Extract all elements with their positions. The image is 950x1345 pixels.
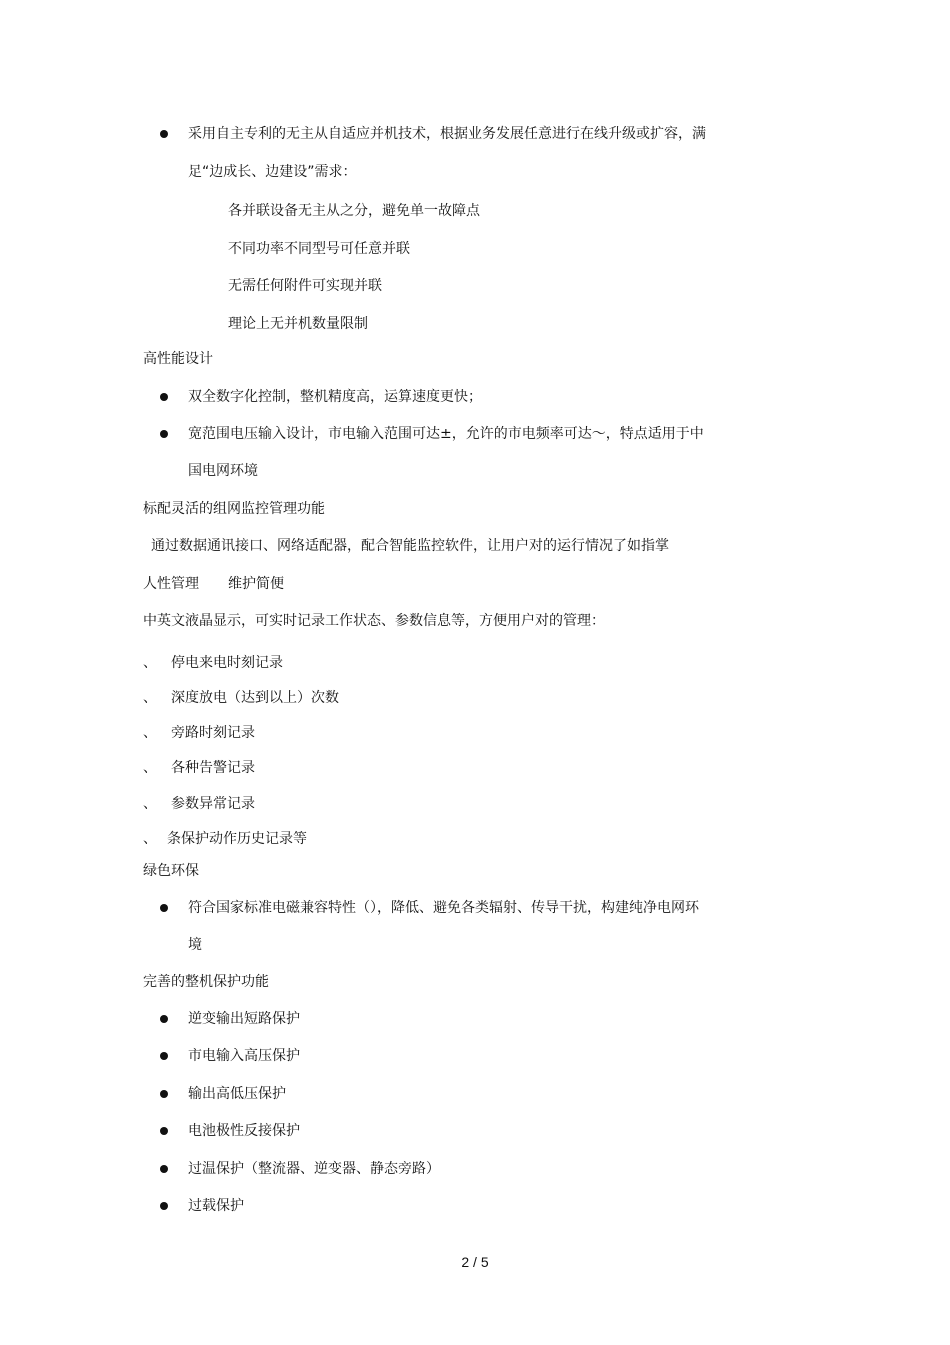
sub-item: 各并联设备无主从之分，避免单一故障点	[228, 203, 480, 219]
list-item: 旁路时刻记录	[171, 725, 255, 741]
bullet-icon	[160, 904, 168, 912]
section-heading: 人性管理	[143, 576, 199, 592]
list-item: 各种告警记录	[171, 760, 255, 776]
paragraph: 通过数据通讯接口、网络适配器，配合智能监控软件，让用户对的运行情况了如指掌	[151, 538, 669, 554]
list-mark: 、	[143, 725, 157, 741]
bullet-icon	[160, 130, 168, 138]
section-heading: 标配灵活的组网监控管理功能	[143, 501, 325, 517]
list-mark: 、	[143, 796, 157, 812]
bullet-icon	[160, 1015, 168, 1023]
list-item: 符合国家标准电磁兼容特性（），降低、避免各类辐射、传导干扰，构建纯净电网环	[188, 900, 699, 916]
paragraph-line: 足“边成长、边建设”需求：	[188, 164, 357, 180]
list-item: 逆变输出短路保护	[188, 1011, 300, 1027]
bullet-icon	[160, 430, 168, 438]
list-mark: 、	[143, 831, 157, 847]
bullet-icon	[160, 1052, 168, 1060]
list-item: 境	[188, 937, 202, 953]
paragraph: 中英文液晶显示，可实时记录工作状态、参数信息等，方便用户对的管理：	[143, 613, 605, 629]
page-number: 2 / 5	[461, 1254, 489, 1270]
section-heading: 绿色环保	[143, 863, 199, 879]
section-heading: 完善的整机保护功能	[143, 974, 269, 990]
list-item: 市电输入高压保护	[188, 1048, 300, 1064]
list-item: 停电来电时刻记录	[171, 655, 283, 671]
bullet-icon	[160, 393, 168, 401]
list-mark: 、	[143, 655, 157, 671]
list-item: 国电网环境	[188, 463, 258, 479]
bullet-icon	[160, 1165, 168, 1173]
list-mark: 、	[143, 690, 157, 706]
list-item: 电池极性反接保护	[188, 1123, 300, 1139]
list-item: 深度放电（达到以上）次数	[171, 690, 339, 706]
list-item: 过温保护（整流器、逆变器、静态旁路）	[188, 1161, 440, 1177]
sub-item: 不同功率不同型号可任意并联	[228, 241, 410, 257]
paragraph-line: 采用自主专利的无主从自适应并机技术，根据业务发展任意进行在线升级或扩容，满	[188, 126, 706, 142]
list-item: 过载保护	[188, 1198, 244, 1214]
bullet-icon	[160, 1090, 168, 1098]
bullet-icon	[160, 1127, 168, 1135]
bullet-icon	[160, 1202, 168, 1210]
list-mark: 、	[143, 760, 157, 776]
list-item: 输出高低压保护	[188, 1086, 286, 1102]
sub-item: 无需任何附件可实现并联	[228, 278, 382, 294]
section-heading: 高性能设计	[143, 351, 213, 367]
list-item: 宽范围电压输入设计，市电输入范围可达±，允许的市电频率可达～，特点适用于中	[188, 426, 704, 442]
list-item: 参数异常记录	[171, 796, 255, 812]
list-item: 条保护动作历史记录等	[167, 831, 307, 847]
sub-item: 理论上无并机数量限制	[228, 316, 368, 332]
section-heading: 维护简便	[228, 576, 284, 592]
list-item: 双全数字化控制，整机精度高，运算速度更快；	[188, 389, 482, 405]
